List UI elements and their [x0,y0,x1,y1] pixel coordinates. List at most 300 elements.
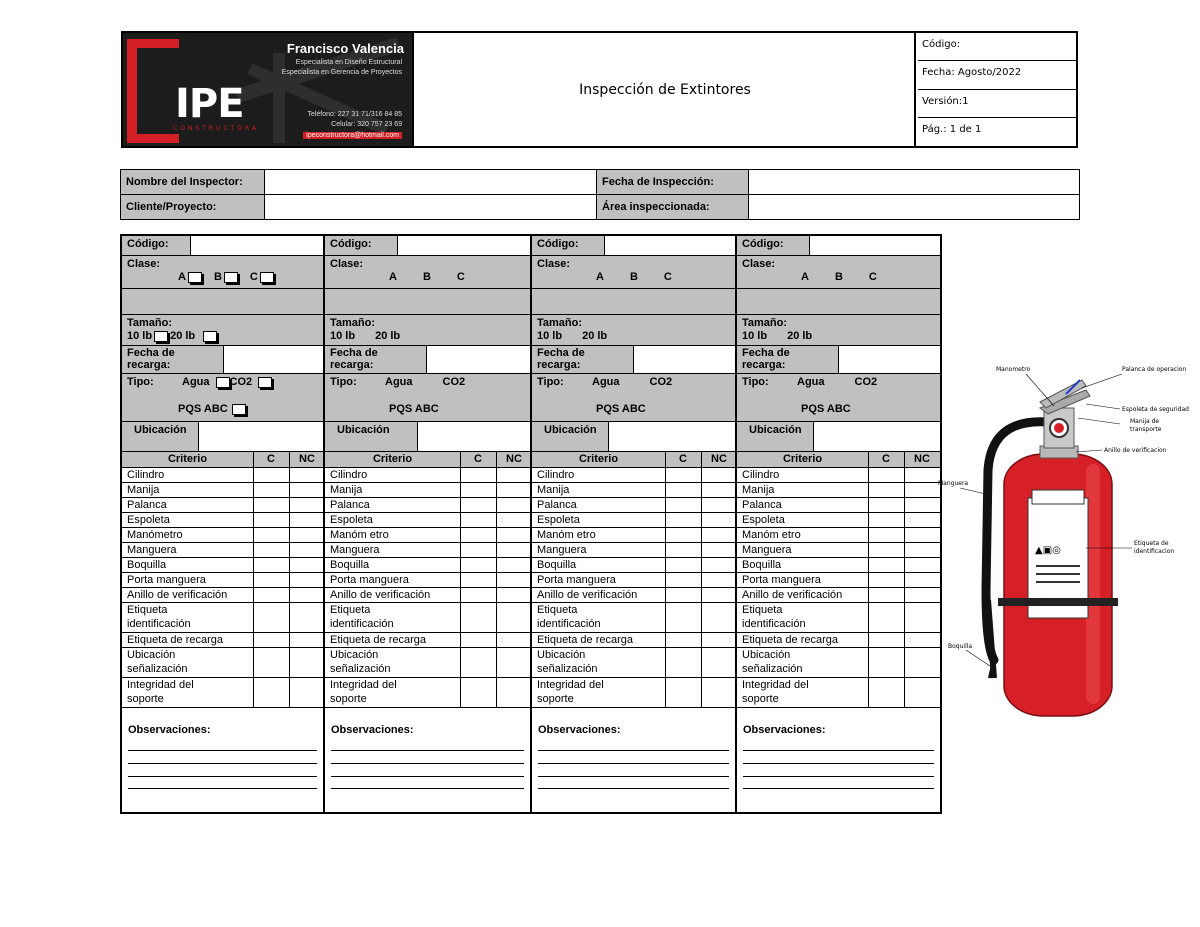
tipo-label: Tipo: [537,376,564,388]
nc-cell[interactable] [289,648,325,677]
clase-option-c: C [663,271,672,283]
observaciones-label: Observaciones: [331,724,414,736]
criteria-row [122,648,323,678]
criteria-row [737,603,940,633]
nc-cell[interactable] [904,558,940,572]
inspection-date-field[interactable] [749,170,1080,195]
clase-option-b: B [834,271,843,283]
size-10-checkbox[interactable] [154,331,168,342]
criterio-text: Manija [330,484,363,496]
size-20-checkbox[interactable] [203,331,217,342]
area-label: Área inspeccionada: [597,195,749,220]
nc-cell[interactable] [904,633,940,647]
extinguisher-diagram [936,360,1200,730]
c-cell[interactable] [460,543,496,557]
criteria-row [325,483,530,498]
nc-cell[interactable] [289,468,325,482]
c-cell[interactable] [665,468,701,482]
observaciones-line[interactable] [331,776,524,777]
clase-options [596,271,698,283]
logo-email: ipeconstructora@hotmail.com [303,132,402,139]
criterio-text: Manguera [330,544,380,556]
c-cell[interactable] [460,573,496,587]
criterio-text: Manóm etro [742,529,801,541]
criteria-row [325,498,530,513]
criterio-cell [537,528,596,542]
tamano-label: Tamaño: [742,317,788,329]
c-cell[interactable] [665,678,701,707]
codigo-label: Código: [742,238,784,250]
criteria-row [122,468,323,483]
nc-cell[interactable] [904,573,940,587]
nc-header: NC [299,453,315,465]
clase-label: Clase: [330,258,364,270]
nc-cell[interactable] [904,528,940,542]
nc-cell[interactable] [496,513,532,527]
size-20-lb: 20 lb [787,330,813,342]
nc-cell[interactable] [496,633,532,647]
observaciones-line[interactable] [743,763,934,764]
c-cell[interactable] [665,513,701,527]
nc-cell[interactable] [701,648,737,677]
nc-cell[interactable] [496,588,532,602]
c-cell[interactable] [868,678,904,707]
tamano-options [330,330,408,342]
fecha-recarga-label-1: Fecha de [537,347,585,359]
c-cell[interactable] [665,633,701,647]
criteria-row [737,528,940,543]
criterio-text: Manóm etro [330,529,389,541]
criterio-cell [127,573,206,587]
criterio-cell [127,468,164,482]
tipo-label: Tipo: [127,376,154,388]
tipo-pqs-checkbox[interactable] [232,404,246,415]
observaciones-line[interactable] [128,776,317,777]
observaciones-line[interactable] [331,788,524,789]
c-cell[interactable] [253,513,289,527]
c-cell[interactable] [460,528,496,542]
c-cell[interactable] [460,603,496,632]
tamano-label: Tamaño: [537,317,583,329]
ubicacion-field[interactable] [813,422,940,451]
criterio-text: Espoleta [330,514,373,526]
c-cell[interactable] [253,648,289,677]
observaciones-line[interactable] [331,763,524,764]
criterio-text: Manguera [127,544,177,556]
criterio-text: Boquilla [742,559,782,571]
nc-cell[interactable] [289,558,325,572]
criteria-row [122,678,323,708]
nc-cell[interactable] [701,678,737,707]
nc-cell[interactable] [496,498,532,512]
tipo-agua: Agua [592,376,620,388]
clase-label: Clase: [127,258,161,270]
inspection-date-label: Fecha de Inspección: [597,170,749,195]
c-cell[interactable] [868,603,904,632]
extinguisher-form [325,236,532,812]
extinguisher-form [532,236,737,812]
clase-checkbox-b[interactable] [224,272,238,283]
tamano-options [742,330,820,342]
criterio-header: Criterio [578,453,619,465]
nc-cell[interactable] [289,498,325,512]
ubicacion-label: Ubicación [749,424,802,436]
criterio-text: Anillo de verificación [127,589,228,601]
criterio-text: señalización [330,663,391,675]
criterio-text: Etiqueta [742,604,783,616]
c-cell[interactable] [665,573,701,587]
tipo-options [385,376,471,388]
criterio-cell [127,543,177,557]
blank-row [737,289,940,315]
codigo-field[interactable] [397,236,530,255]
document-title: Inspección de Extintores [416,33,916,146]
nc-cell[interactable] [904,513,940,527]
criterio-header: Criterio [782,453,823,465]
tipo-pqs-label: PQS ABC [801,403,851,415]
c-cell[interactable] [868,558,904,572]
c-cell[interactable] [665,588,701,602]
nc-cell[interactable] [701,528,737,542]
nc-cell[interactable] [289,678,325,707]
clase-label: Clase: [537,258,571,270]
nc-cell[interactable] [701,573,737,587]
size-20-lb: 20 lb [375,330,401,342]
observaciones-section [532,708,735,812]
criterio-cell [127,498,167,512]
c-cell[interactable] [665,483,701,497]
criteria-row [325,678,530,708]
ubicacion-label: Ubicación [544,424,597,436]
criterio-cell [537,633,633,647]
nc-cell[interactable] [904,543,940,557]
criterio-cell [537,498,577,512]
observaciones-line[interactable] [538,750,729,751]
observaciones-section [122,708,323,812]
c-cell[interactable] [460,678,496,707]
criterio-cell [742,588,842,602]
observaciones-label: Observaciones: [743,724,826,736]
c-cell[interactable] [460,513,496,527]
c-cell[interactable] [665,603,701,632]
criterio-text: Etiqueta [537,604,578,616]
c-cell[interactable] [253,498,289,512]
clase-checkbox-c[interactable] [260,272,274,283]
nc-cell[interactable] [496,603,532,632]
criteria-row [122,528,323,543]
nc-cell[interactable] [904,678,940,707]
c-cell[interactable] [868,498,904,512]
criterio-text: Ubicación [742,649,791,661]
diagram-label-manija-1: Manija de [1130,418,1160,425]
nc-cell[interactable] [289,543,325,557]
nc-cell[interactable] [496,678,532,707]
criterio-cell [127,603,191,631]
tamano-row [532,315,735,346]
criteria-row [325,588,530,603]
nc-cell[interactable] [904,588,940,602]
c-cell[interactable] [253,678,289,707]
tipo-co2: CO2 [229,376,253,388]
tamano-row [325,315,530,346]
criterio-text: Cilindro [537,469,575,481]
clase-row [325,256,530,289]
c-cell[interactable] [253,468,289,482]
nc-cell[interactable] [496,483,532,497]
tipo-co2: CO2 [854,376,878,388]
c-cell[interactable] [253,603,289,632]
codigo-row [737,236,940,256]
nc-cell[interactable] [701,588,737,602]
criterio-cell [127,513,170,527]
diagram-label-etiqueta-1: Etiqueta de [1134,540,1169,547]
observaciones-line[interactable] [538,776,729,777]
criterio-text: Porta manguera [742,574,821,586]
c-cell[interactable] [253,633,289,647]
codigo-row [122,236,323,256]
nc-cell[interactable] [701,498,737,512]
criterio-cell [127,633,223,647]
tipo-row [532,374,735,422]
ubicacion-field[interactable] [608,422,735,451]
criterio-cell [330,678,397,706]
criterio-text: Boquilla [330,559,370,571]
c-cell[interactable] [868,633,904,647]
fecha-recarga-row [122,346,323,374]
c-cell[interactable] [460,588,496,602]
clase-option-b: B [213,271,222,283]
nc-cell[interactable] [496,468,532,482]
c-cell[interactable] [460,468,496,482]
nc-cell[interactable] [289,573,325,587]
nc-cell[interactable] [904,498,940,512]
criterio-cell [537,558,576,572]
observaciones-line[interactable] [743,776,934,777]
criterio-text: Cilindro [742,469,780,481]
criterio-cell [330,528,389,542]
c-cell[interactable] [868,573,904,587]
criterio-cell [537,678,604,706]
nc-cell[interactable] [289,588,325,602]
criteria-row [737,678,940,708]
nc-cell[interactable] [496,573,532,587]
c-cell[interactable] [460,483,496,497]
c-cell[interactable] [253,558,289,572]
area-field[interactable] [749,195,1080,220]
c-cell[interactable] [665,558,701,572]
observaciones-line[interactable] [743,750,934,751]
diagram-label-manguera: Manguera [938,480,969,487]
nc-cell[interactable] [496,648,532,677]
criteria-row [737,633,940,648]
criterio-text: Porta manguera [127,574,206,586]
c-cell[interactable] [868,648,904,677]
clase-option-a: A [801,271,809,283]
criterio-cell [330,648,391,676]
ubicacion-field[interactable] [417,422,530,451]
tipo-pqs-label: PQS ABC [596,403,646,415]
nc-cell[interactable] [904,483,940,497]
blank-row [325,289,530,315]
tamano-label: Tamaño: [330,317,376,329]
c-cell[interactable] [253,588,289,602]
criterio-text: Espoleta [742,514,785,526]
diagram-label-manija-2: transporte [1130,426,1162,433]
tipo-pqs [596,403,650,415]
fecha-recarga-field[interactable] [633,346,735,373]
nc-cell[interactable] [904,468,940,482]
fecha-recarga-field[interactable] [838,346,940,373]
company-logo [123,33,414,146]
tipo-pqs-label: PQS ABC [389,403,439,415]
observaciones-label: Observaciones: [538,724,621,736]
observaciones-line[interactable] [743,788,934,789]
codigo-field[interactable] [809,236,940,255]
tipo-agua-checkbox[interactable] [216,377,230,388]
criterio-cell [742,468,779,482]
c-cell[interactable] [460,558,496,572]
criterio-text: Manija [537,484,570,496]
clase-option-a: A [389,271,397,283]
nc-cell[interactable] [701,558,737,572]
nc-cell[interactable] [289,513,325,527]
tipo-options [592,376,678,388]
criterio-cell [742,543,792,557]
tipo-pqs-label: PQS ABC [178,403,228,415]
tamano-options [537,330,615,342]
fecha-recarga-field[interactable] [223,346,323,373]
nc-cell[interactable] [701,603,737,632]
criteria-row [122,543,323,558]
criterio-text: Espoleta [537,514,580,526]
ubicacion-field[interactable] [198,422,323,451]
clase-option-b: B [422,271,431,283]
observaciones-line[interactable] [331,750,524,751]
c-cell[interactable] [868,513,904,527]
criteria-row [737,543,940,558]
fecha-recarga-label-1: Fecha de [742,347,790,359]
criteria-row [325,633,530,648]
observaciones-section [325,708,530,812]
clase-options [178,271,286,283]
c-cell[interactable] [253,528,289,542]
nc-cell[interactable] [904,648,940,677]
c-cell[interactable] [665,543,701,557]
nc-cell[interactable] [701,468,737,482]
fecha-recarga-field[interactable] [426,346,530,373]
logo-phone: Teléfono: 227 31 71/316 84 85 [307,111,402,118]
criteria-row [532,678,735,708]
nc-cell[interactable] [496,543,532,557]
codigo-field[interactable] [604,236,735,255]
tipo-pqs [801,403,855,415]
nc-cell[interactable] [289,603,325,632]
nc-cell[interactable] [496,528,532,542]
c-cell[interactable] [665,528,701,542]
clase-option-b: B [629,271,638,283]
criterio-text: Etiqueta de recarga [330,634,427,646]
observaciones-line[interactable] [538,788,729,789]
clase-checkbox-a[interactable] [188,272,202,283]
criterio-text: señalización [537,663,598,675]
c-cell[interactable] [665,498,701,512]
criteria-row [532,468,735,483]
nc-cell[interactable] [904,603,940,632]
criterio-text: identificación [330,618,394,630]
c-cell[interactable] [460,648,496,677]
criterio-cell [127,678,194,706]
observaciones-line[interactable] [128,750,317,751]
clase-option-c: C [868,271,877,283]
criterio-cell [537,648,598,676]
diagram-label-manometro: Manometro [996,366,1031,373]
inspector-label: Nombre del Inspector: [121,170,265,195]
criterio-text: soporte [127,693,164,705]
codigo-label: Código: [127,238,169,250]
tipo-pqs [389,403,443,415]
criterio-cell [742,603,806,631]
criterio-cell [127,648,188,676]
criterio-text: Integridad del [127,679,194,691]
criteria-row [532,633,735,648]
nc-cell[interactable] [289,483,325,497]
tipo-co2-checkbox[interactable] [258,377,272,388]
c-cell[interactable] [460,498,496,512]
inspector-field[interactable] [265,170,597,195]
c-cell[interactable] [868,468,904,482]
codigo-field[interactable] [190,236,323,255]
size-10-lb: 10 lb [742,330,768,342]
nc-cell[interactable] [289,528,325,542]
c-cell[interactable] [868,483,904,497]
c-cell[interactable] [665,648,701,677]
client-project-field[interactable] [265,195,597,220]
nc-cell[interactable] [701,483,737,497]
criterio-cell [127,558,166,572]
c-cell[interactable] [460,633,496,647]
size-10-lb: 10 lb [127,330,153,342]
c-cell[interactable] [868,543,904,557]
extinguisher-form [737,236,940,812]
nc-cell[interactable] [701,633,737,647]
nc-cell[interactable] [496,558,532,572]
criterio-text: Etiqueta de recarga [537,634,634,646]
criteria-row [532,498,735,513]
c-cell[interactable] [868,528,904,542]
criterio-cell [330,573,409,587]
c-cell[interactable] [253,543,289,557]
criterio-text: Boquilla [127,559,167,571]
criteria-row [737,483,940,498]
criterio-text: Manija [127,484,160,496]
nc-cell[interactable] [289,633,325,647]
observaciones-line[interactable] [128,763,317,764]
observaciones-line[interactable] [538,763,729,764]
nc-cell[interactable] [701,513,737,527]
clase-options [801,271,903,283]
criteria-row [122,573,323,588]
svg-text:▲▣◎: ▲▣◎ [1035,545,1061,556]
c-cell[interactable] [868,588,904,602]
c-cell[interactable] [253,573,289,587]
criterio-text: Palanca [330,499,370,511]
c-cell[interactable] [253,483,289,497]
blank-row [122,289,323,315]
observaciones-line[interactable] [128,788,317,789]
tipo-agua: Agua [385,376,413,388]
criterio-cell [330,468,367,482]
nc-cell[interactable] [701,543,737,557]
